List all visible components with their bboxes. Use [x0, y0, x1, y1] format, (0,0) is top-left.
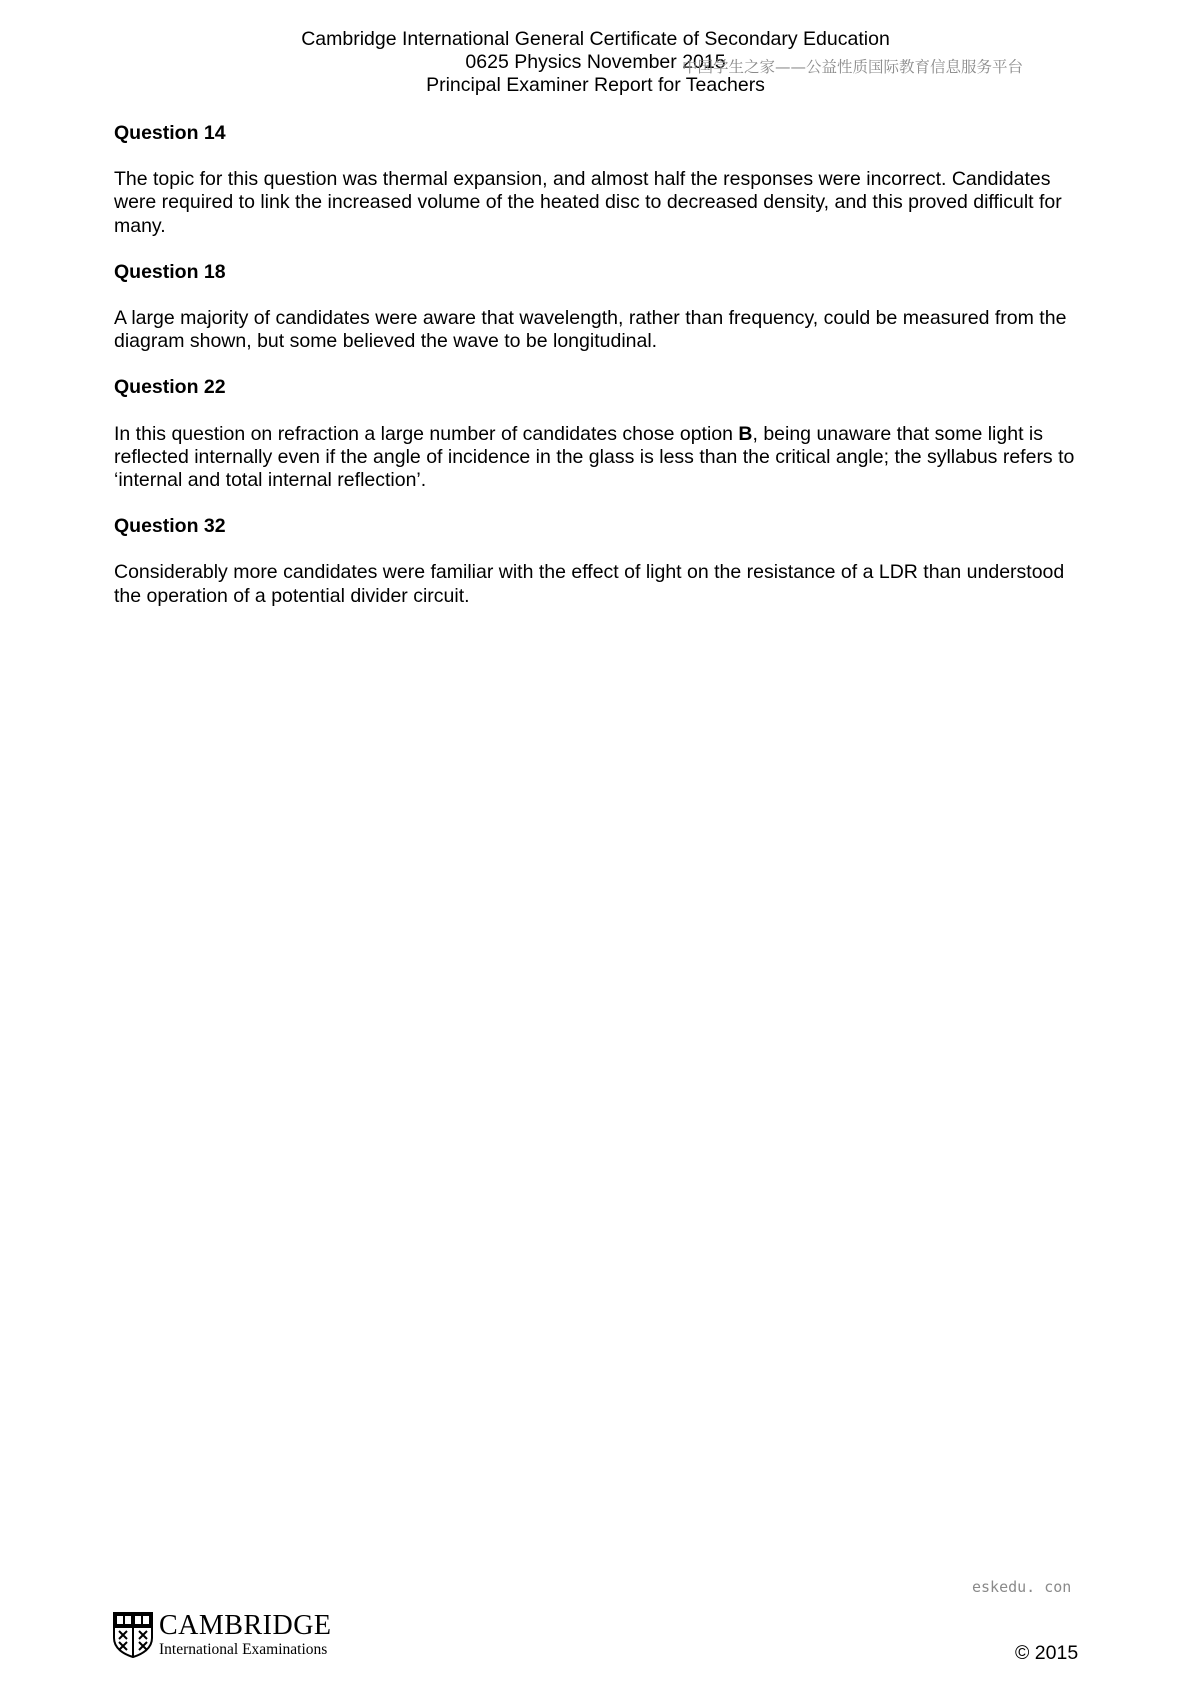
cambridge-shield-icon	[113, 1612, 153, 1658]
watermark-top: 中国学生之家——公益性质国际教育信息服务平台	[682, 58, 1024, 76]
question-body: The topic for this question was thermal expansion, and almost half the responses were incorrect. Candidates were required to link the increased volume of the heated disc to decreased density, and this proved difficult for many.	[114, 168, 1062, 237]
question-heading: Question 18	[114, 260, 226, 283]
option-label: B	[738, 422, 753, 445]
cambridge-logo	[113, 1612, 332, 1658]
question-heading: Question 14	[114, 122, 226, 144]
watermark-bottom: eskedu. con	[972, 1578, 1072, 1596]
copyright: © 2015	[1015, 1642, 1079, 1664]
logo-name: CAMBRIDGE	[159, 1610, 332, 1642]
question-heading: Question 22	[114, 376, 226, 399]
header-line-2: 0625 Physics November 2015	[465, 51, 726, 73]
header-line-1: Cambridge International General Certificate of Secondary Education	[301, 28, 890, 50]
logo-subtitle: International Examinations	[159, 1641, 328, 1659]
question-body: Considerably more candidates were familiar with the effect of light on the resistance of a LDR than understood the operation of a potential divider circuit.	[114, 561, 1065, 607]
header-line-3: Principal Examiner Report for Teachers	[426, 74, 765, 96]
question-body-text: , being unaware that some light is reflected internally even if the angle of incidence in the glass is less than the critical angle; the syllabus refers to ‘internal and total internal reflection’.	[114, 422, 1075, 492]
question-body	[114, 423, 1094, 493]
question-heading: Question 32	[114, 515, 226, 538]
question-body-text: In this question on refraction a large number of candidates chose option	[114, 422, 739, 445]
question-body: A large majority of candidates were aware that wavelength, rather than frequency, could be measured from the diagram shown, but some believed the wave to be longitudinal.	[114, 307, 1067, 353]
report-content	[114, 122, 1094, 631]
